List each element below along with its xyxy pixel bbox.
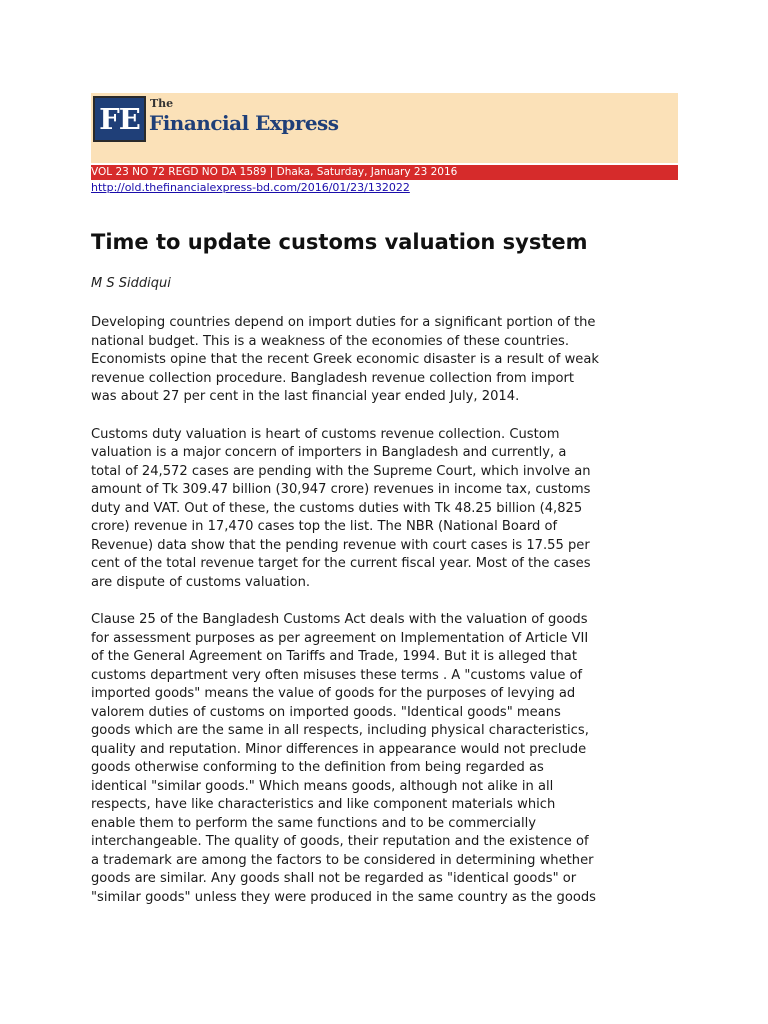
text-line: Revenue) data show that the pending revenue with court cases is 17.55 per bbox=[91, 537, 590, 553]
text-line: amount of Tk 309.47 billion (30,947 crore) revenues in income tax, customs bbox=[91, 482, 591, 497]
text-line: interchangeable. The quality of goods, their reputation and the existence of bbox=[91, 834, 589, 849]
fe-logo: FE bbox=[93, 96, 146, 142]
article-url-link[interactable]: http://old.thefinancialexpress-bd.com/2016/01/23/132022 bbox=[91, 181, 410, 194]
paragraph bbox=[91, 314, 691, 407]
text-line: a trademark are among the factors to be considered in determining whether bbox=[91, 852, 594, 868]
issue-info-bar: VOL 23 NO 72 REGD NO DA 1589 | Dhaka, Saturday, January 23 2016 bbox=[91, 165, 678, 180]
text-line: valuation is a major concern of importers in Bangladesh and currently, a bbox=[91, 445, 567, 460]
masthead bbox=[91, 93, 678, 163]
text-line: crore) revenue in 17,470 cases top the list. The NBR (National Board of bbox=[91, 519, 558, 534]
text-line: goods are similar. Any goods shall not be regarded as "identical goods" or bbox=[91, 871, 577, 886]
brand-name: Financial Express bbox=[149, 111, 339, 135]
text-line: for assessment purposes as per agreement on Implementation of Article VII bbox=[91, 630, 589, 646]
text-line: Customs duty valuation is heart of customs revenue collection. Custom bbox=[91, 426, 560, 442]
text-line: respects, have like characteristics and like component materials which bbox=[91, 797, 556, 812]
text-line: Developing countries depend on import duties for a significant portion of the bbox=[91, 315, 596, 330]
text-line: Economists opine that the recent Greek economic disaster is a result of weak bbox=[91, 352, 599, 367]
paragraph bbox=[91, 611, 691, 907]
article-title: Time to update customs valuation system bbox=[91, 230, 588, 254]
text-line: goods otherwise conforming to the definition from being regarded as bbox=[91, 760, 544, 775]
text-line: national budget. This is a weakness of the economies of these countries. bbox=[91, 333, 569, 349]
text-line: Clause 25 of the Bangladesh Customs Act deals with the valuation of goods bbox=[91, 612, 588, 627]
text-line: cent of the total revenue target for the current fiscal year. Most of the cases bbox=[91, 556, 591, 571]
paragraph bbox=[91, 426, 691, 593]
article-author: M S Siddiqui bbox=[91, 276, 171, 291]
text-line: goods which are the same in all respects, including physical characteristics, bbox=[91, 723, 589, 738]
text-line: valorem duties of customs on imported goods. "Identical goods" means bbox=[91, 704, 561, 720]
text-line: quality and reputation. Minor differences in appearance would not preclude bbox=[91, 741, 587, 757]
text-line: are dispute of customs valuation. bbox=[91, 574, 311, 590]
text-line: of the General Agreement on Tariffs and Trade, 1994. But it is alleged that bbox=[91, 649, 577, 664]
text-line: "similar goods" unless they were produced in the same country as the goods bbox=[91, 889, 596, 905]
article-body bbox=[91, 314, 691, 926]
text-line: imported goods" means the value of goods for the purposes of levying ad bbox=[91, 686, 576, 701]
text-line: identical "similar goods." Which means goods, although not alike in all bbox=[91, 778, 554, 794]
text-line: was about 27 per cent in the last financial year ended July, 2014. bbox=[91, 389, 520, 404]
text-line: total of 24,572 cases are pending with the Supreme Court, which involve an bbox=[91, 463, 591, 479]
brand-the: The bbox=[150, 97, 174, 110]
text-line: customs department very often misuses these terms . A "customs value of bbox=[91, 667, 583, 683]
text-line: duty and VAT. Out of these, the customs duties with Tk 48.25 billion (4,825 bbox=[91, 500, 583, 516]
text-line: enable them to perform the same functions and to be commercially bbox=[91, 815, 537, 831]
text-line: revenue collection procedure. Bangladesh revenue collection from import bbox=[91, 370, 575, 386]
